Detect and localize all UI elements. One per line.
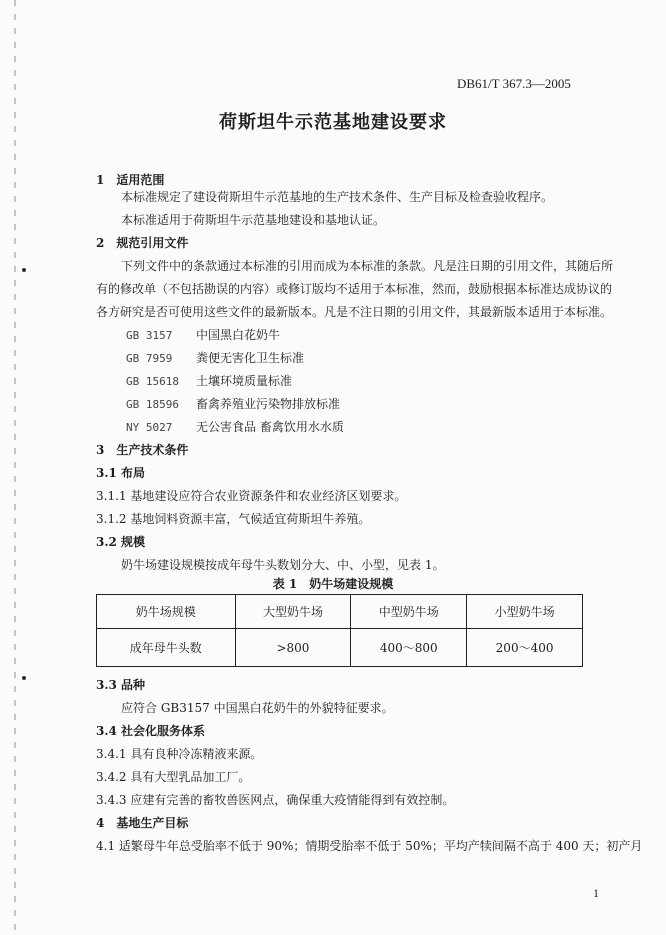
- reference-item: [126, 418, 344, 435]
- clause-3-4-1: 3.4.1 具有良种冷冻精液来源。: [96, 747, 263, 761]
- reference-title: 畜禽养殖业污染物排放标准: [196, 397, 341, 411]
- section-2-paragraph-line-3: 各方研究是否可使用这些文件的最新版本。凡是不注日期的引用文件，其最新版本适用于本标准。: [96, 305, 613, 319]
- table-header-cell: 奶牛场规模: [97, 595, 236, 629]
- scale-table: [96, 594, 583, 667]
- section-3-3-text: 应符合 GB3157 中国黑白花奶牛的外貌特征要求。: [121, 701, 394, 715]
- section-4-heading: 4 基地生产目标: [96, 816, 189, 830]
- clause-4-1: 4.1 适繁母牛年总受胎率不低于 90%；情期受胎率不低于 50%；平均产犊间隔不高于 400 天；初产月: [96, 839, 643, 853]
- section-3-heading: 3 生产技术条件: [96, 443, 189, 457]
- section-3-1-heading: 3.1 布局: [96, 466, 146, 480]
- binding-edge: [14, 0, 16, 935]
- reference-code: GB 3157: [126, 329, 173, 342]
- table-header-cell: 大型奶牛场: [235, 595, 351, 629]
- page-number: 1: [593, 886, 599, 900]
- section-2-paragraph-line-1: 下列文件中的条款通过本标准的引用而成为本标准的条款。凡是注日期的引用文件，其随后所: [121, 259, 614, 273]
- table-header-cell: 小型奶牛场: [467, 595, 583, 629]
- reference-code: NY 5027: [126, 421, 173, 434]
- table-cell: 200～400: [467, 629, 583, 667]
- section-1-paragraph-1: 本标准规定了建设荷斯坦牛示范基地的生产技术条件、生产目标及检查验收程序。: [121, 190, 554, 204]
- reference-title: 土壤环境质量标准: [196, 374, 293, 388]
- reference-item: [126, 395, 340, 412]
- reference-code: GB 15618: [126, 375, 179, 388]
- section-3-2-text: 奶牛场建设规模按成年母牛头数划分大、中、小型，见表 1。: [121, 558, 445, 572]
- standard-code: DB61/T 367.3—2005: [457, 76, 571, 91]
- section-3-4-heading: 3.4 社会化服务体系: [96, 724, 206, 738]
- section-1-heading: 1 适用范围: [96, 173, 165, 187]
- table-header-cell: 中型奶牛场: [351, 595, 467, 629]
- table-row: [97, 629, 583, 667]
- reference-item: [126, 349, 304, 366]
- clause-3-4-3: 3.4.3 应建有完善的畜牧兽医网点，确保重大疫情能得到有效控制。: [96, 793, 455, 807]
- table-cell: 成年母牛头数: [97, 629, 236, 667]
- scan-speck: [22, 268, 26, 272]
- table-cell: >800: [235, 629, 351, 667]
- document-title: 荷斯坦牛示范基地建设要求: [219, 112, 447, 133]
- reference-title: 无公害食品 畜禽饮用水水质: [196, 420, 344, 434]
- reference-code: GB 7959: [126, 352, 173, 365]
- clause-3-1-1: 3.1.1 基地建设应符合农业资源条件和农业经济区划要求。: [96, 489, 407, 503]
- table-header-row: [97, 595, 583, 629]
- reference-item: [126, 372, 292, 389]
- section-2-heading: 2 规范引用文件: [96, 236, 189, 250]
- reference-title: 中国黑白花奶牛: [196, 328, 281, 342]
- section-2-paragraph-line-2: 有的修改单（不包括勘误的内容）或修订版均不适用于本标准，然而，鼓励根据本标准达成协议的: [96, 282, 613, 296]
- section-1-paragraph-2: 本标准适用于荷斯坦牛示范基地建设和基地认证。: [121, 213, 386, 227]
- section-3-3-heading: 3.3 品种: [96, 678, 146, 692]
- reference-title: 粪便无害化卫生标准: [196, 351, 305, 365]
- table-cell: 400～800: [351, 629, 467, 667]
- section-3-2-heading: 3.2 规模: [96, 535, 146, 549]
- clause-3-1-2: 3.1.2 基地饲料资源丰富，气候适宜荷斯坦牛养殖。: [96, 512, 371, 526]
- scan-speck: [22, 676, 26, 680]
- reference-code: GB 18596: [126, 398, 179, 411]
- clause-3-4-2: 3.4.2 具有大型乳品加工厂。: [96, 770, 251, 784]
- table-caption: 表 1 奶牛场建设规模: [272, 577, 394, 591]
- reference-item: [126, 326, 280, 343]
